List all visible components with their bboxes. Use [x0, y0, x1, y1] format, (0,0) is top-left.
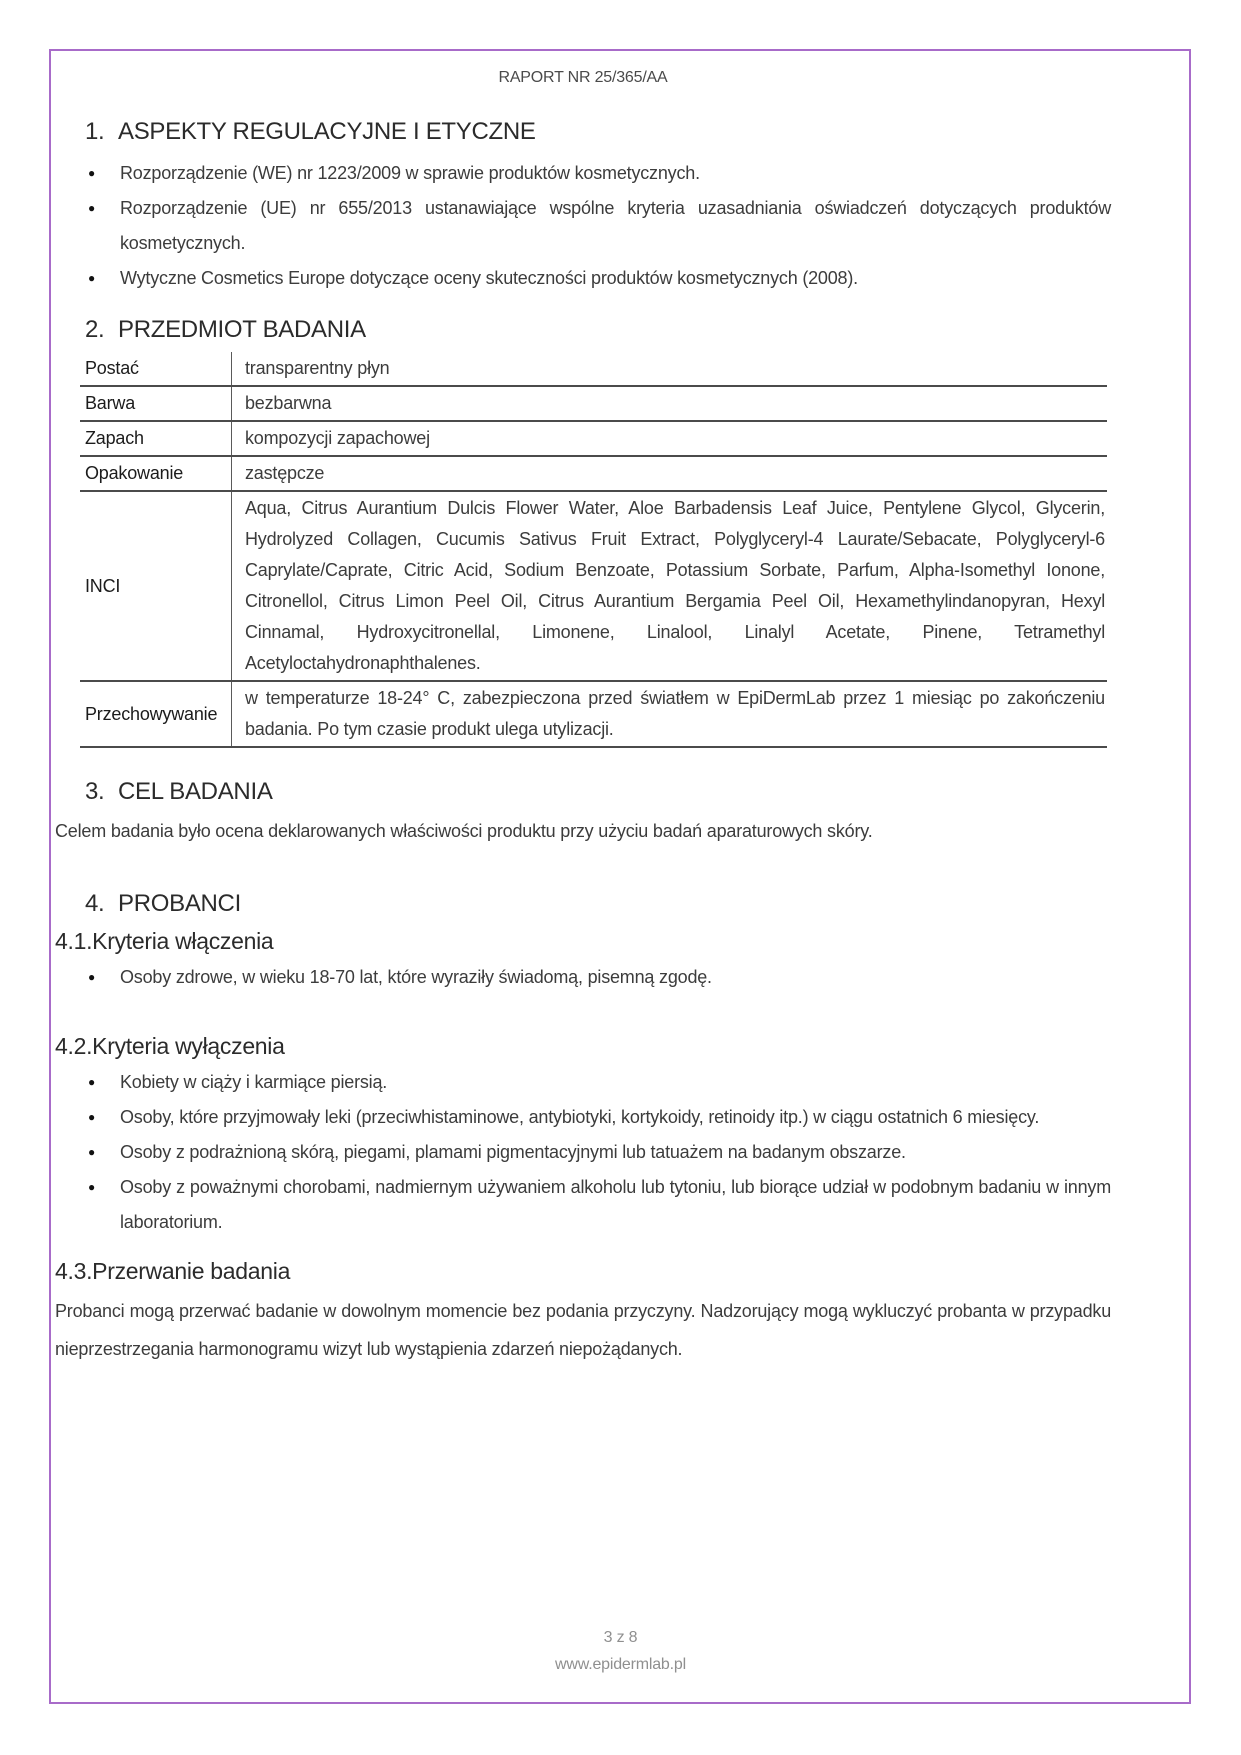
page-footer	[0, 1624, 1241, 1678]
table-row-value: zastępcze	[245, 463, 325, 483]
table-row	[80, 492, 1107, 682]
section-1-title: ASPEKTY REGULACYJNE I ETYCZNE	[118, 118, 536, 145]
table-row-value: bezbarwna	[245, 393, 332, 413]
list-item	[55, 1170, 1111, 1240]
section-4-1-title: Kryteria włączenia	[92, 928, 274, 954]
list-item	[55, 191, 1111, 261]
bullet-icon: ●	[88, 166, 96, 180]
section-2-title: PRZEDMIOT BADANIA	[118, 316, 366, 343]
bullet-icon: ●	[88, 271, 96, 285]
bullet-icon: ●	[88, 1145, 96, 1159]
list-item-text: Rozporządzenie (UE) nr 655/2013 ustanawiające wspólne kryteria uzasadniania oświadczeń dotyczących produktów kosmetycznych.	[120, 198, 1111, 253]
list-item-text: Osoby z podrażnioną skórą, piegami, plamami pigmentacyjnymi lub tatuażem na badanym obszarze.	[120, 1142, 906, 1162]
table-row	[80, 422, 1107, 457]
bullet-icon: ●	[88, 1180, 96, 1194]
page-number: 3 z 8	[603, 1629, 638, 1646]
section-3-heading	[55, 776, 1111, 808]
section-4-3-number: 4.3.	[55, 1258, 93, 1284]
list-item-text: Osoby zdrowe, w wieku 18-70 lat, które wyraziły świadomą, pisemną zgodę.	[120, 967, 712, 987]
page-content	[55, 50, 1111, 1368]
table-row-value: w temperaturze 18-24° C, zabezpieczona przed światłem w EpiDermLab przez 1 miesiąc po zakończeniu badania. Po tym czasie produkt ulega utylizacji.	[245, 688, 1105, 739]
list-item	[55, 1100, 1111, 1135]
section-4-1-bullet-list	[55, 960, 1111, 995]
product-spec-table	[80, 352, 1107, 748]
list-item-text: Osoby z poważnymi chorobami, nadmiernym używaniem alkoholu lub tytoniu, lub biorące udział w podobnym badaniu w innym laboratorium.	[120, 1177, 1111, 1232]
section-4-2-heading	[55, 1031, 1111, 1061]
list-item-text: Rozporządzenie (WE) nr 1223/2009 w sprawie produktów kosmetycznych.	[120, 163, 700, 183]
section-4-heading	[55, 888, 1111, 920]
section-4-3-heading	[55, 1256, 1111, 1286]
section-3-title: CEL BADANIA	[118, 778, 273, 805]
list-item	[55, 1135, 1111, 1170]
table-row-label: Opakowanie	[80, 457, 232, 490]
table-row-label: INCI	[80, 492, 232, 680]
list-item	[55, 1065, 1111, 1100]
table-row-label: Barwa	[80, 387, 232, 420]
section-4-1-number: 4.1.	[55, 928, 93, 954]
section-1-bullet-list	[55, 156, 1111, 296]
section-2-heading	[55, 314, 1111, 346]
table-row	[80, 387, 1107, 422]
section-4-2-title: Kryteria wyłączenia	[92, 1033, 285, 1059]
bullet-icon: ●	[88, 1110, 96, 1124]
list-item-text: Osoby, które przyjmowały leki (przeciwhistaminowe, antybiotyki, kortykoidy, retinoidy itp.) w ciągu ostatnich 6 miesięcy.	[120, 1107, 1040, 1127]
table-row	[80, 682, 1107, 748]
table-row-value: Aqua, Citrus Aurantium Dulcis Flower Water, Aloe Barbadensis Leaf Juice, Pentylene Glycol, Glycerin, Hydrolyzed Collagen, Cucumis Sativus Fruit Extract, Polyglyceryl-4 Laurate/Sebacate, Polyglyceryl-6 Caprylate/Caprate, Citric Acid, Sodium Benzoate, Potassium Sorbate, Parfum, Alpha-Isomethyl Ionone, Citronellol, Citrus Limon Peel Oil, Citrus Aurantium Bergamia Peel Oil, Hexamethylindanopyran, Hexyl Cinnamal, Hydroxycitronellal, Limonene, Linalool, Linalyl Acetate, Pinene, Tetramethyl Acetyloctahydronaphthalenes.	[245, 498, 1105, 673]
report-header-title: RAPORT NR 25/365/AA	[498, 69, 668, 86]
list-item	[55, 960, 1111, 995]
table-row	[80, 457, 1107, 492]
list-item-text: Kobiety w ciąży i karmiące piersią.	[120, 1072, 388, 1092]
section-3-number: 3.	[85, 778, 105, 805]
table-row-label: Przechowywanie	[80, 682, 232, 746]
section-4-1-heading	[55, 926, 1111, 956]
section-4-2-bullet-list	[55, 1065, 1111, 1240]
section-4-number: 4.	[85, 890, 105, 917]
table-row-label: Postać	[80, 352, 232, 385]
table-row-label: Zapach	[80, 422, 232, 455]
section-1-number: 1.	[85, 118, 105, 145]
section-2-number: 2.	[85, 316, 105, 343]
website-url: www.epidermlab.pl	[555, 1656, 686, 1673]
bullet-icon: ●	[88, 201, 96, 215]
bullet-icon: ●	[88, 1075, 96, 1089]
section-4-title: PROBANCI	[118, 890, 241, 917]
section-4-2-number: 4.2.	[55, 1033, 93, 1059]
section-4-3-paragraph: Probanci mogą przerwać badanie w dowolnym momencie bez podania przyczyny. Nadzorujący mogą wykluczyć probanta w przypadku nieprzestrzegania harmonogramu wizyt lub wystąpienia zdarzeń niepożądanych.	[55, 1301, 1111, 1359]
table-row-value: transparentny płyn	[245, 358, 390, 378]
section-1-heading	[55, 116, 1111, 148]
list-item	[55, 156, 1111, 191]
section-4-3-title: Przerwanie badania	[92, 1258, 291, 1284]
list-item-text: Wytyczne Cosmetics Europe dotyczące oceny skuteczności produktów kosmetycznych (2008).	[120, 268, 858, 288]
table-row	[80, 352, 1107, 387]
bullet-icon: ●	[88, 970, 96, 984]
table-row-value: kompozycji zapachowej	[245, 428, 430, 448]
list-item	[55, 261, 1111, 296]
section-3-paragraph: Celem badania było ocena deklarowanych właściwości produktu przy użyciu badań aparaturowych skóry.	[55, 821, 873, 841]
